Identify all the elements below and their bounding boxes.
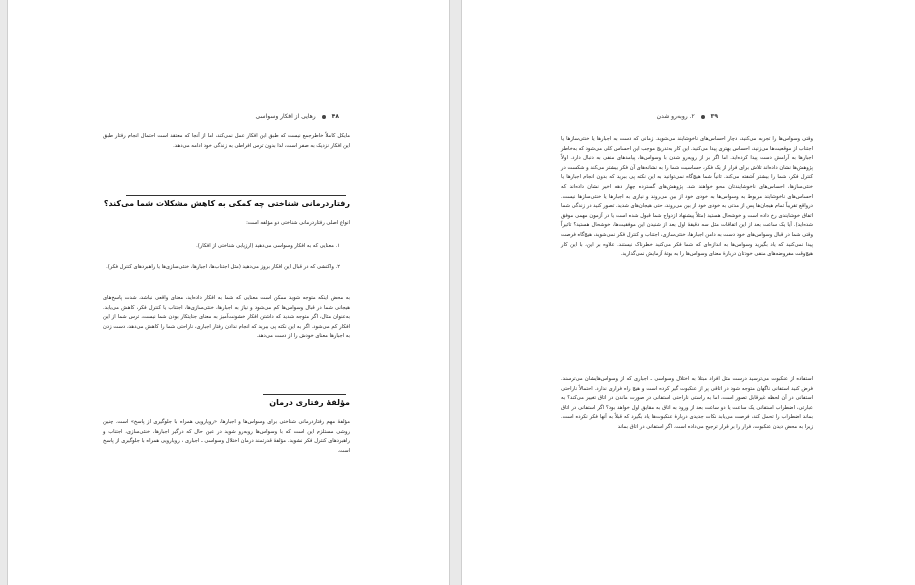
body-paragraph: به محض اینکه متوجه شوید ممکن است معنایی که شما به افکار داده‌اید، معنای واقعی نباشد، شدت پاسخ‌های هیجانی شما در قبال وسواس‌ها کم می‌شود و نیاز به اجبارها، خنثی‌سازی‌ها، اجتناب یا کنترل فکر، کاهش می‌یابد. به‌عنوان مثال، اگر متوجه شدید که داشتن افکار خشونت‌آمیز به معنای جنایتکار بودن شما نیست، ترس شما از این افکار کم می‌شود. اگر به این نکته پی ببرید که انجام ندادن رفتار اجباری، ناراحتی شما را کاهش می‌دهد، دست زدن به اجبارها معنای خودش را از دست می‌دهد. [103,295,350,340]
right-page-header [568,113,718,120]
running-title: ۲. روبه‌رو شدن [656,113,695,120]
separator-dot [701,115,705,119]
page-number: ۴۸ [331,113,339,120]
left-page [8,0,449,585]
body-paragraph: استفاده از عنکبوت می‌ترسید درست مثل افراد مبتلا به اختلال وسواسی ـ اجباری که از وسواس‌هایشان می‌ترسند. فرض کنید استفانی ناگهان متوجه شود در اتاقی پر از عنکبوت گیر کرده است و هیچ راه فراری ندارد. احتمالاً ناراحتی استفانی در آن لحظه غیرقابل تصور است، اما به راستی ناراحتی استفانی در صورت ماندن در اتاق تغییر می‌کند؟ به عبارتی، اضطراب استفانی یک ساعت یا دو ساعت بعد از ورود به اتاق به مقایق اول خواهد بود؟ اگر استفانی در اتاق بماند اضطراب را تحمل کند، فرصت می‌یابد نکات جدیدی دربارهٔ عنکبوت‌ها یاد بگیرد که قبلاً به آنها فکر نکرده است. زیرا به محض دیدن عنکبوت، فرار را بر قرار ترجیح می‌داده است. اگر استفانی در اتاق بماند [561,376,813,430]
running-title: رهایی از افکار وسواسی [255,113,316,120]
body-paragraph: مؤلفهٔ مهم رفتاردرمانی شناختی برای وسواس‌ها و اجبارها، «رویارویی همراه با جلوگیری از پاسخ» است. چنین روشی مستلزم این است که با وسواس‌ها روبه‌رو شوید در عین حال که درگیر اجبارها، خنثی‌سازی، اجتناب و راهبردهای کنترل فکر نشوید. مؤلفهٔ قدرتمند درمان اختلال وسواسی ـ اجباری ، رویارویی همراه با جلوگیری از پاسخ است. [103,419,350,454]
heading-rule [263,394,346,395]
section-heading: مؤلفهٔ رفتاری درمان [269,398,350,407]
list-item: ۲. واکنشی که در قبال این افکار بروز می‌دهید (مثل اجتناب‌ها، اجبارها، خنثی‌سازی‌ها یا راهبردهای کنترل فکر). [106,264,340,270]
separator-dot [322,115,326,119]
intro-paragraph: مایکل کاملاً خاطرجمع نیست که طبق این افکار عمل نمی‌کند، اما از آنجا که معتقد است احتمال انجام رفتار طبق این افکار نزدیک به صفر است، لذا بدون ترس افراطی به زندگی خود ادامه می‌دهد. [103,133,350,149]
left-page-header [89,113,339,120]
section-heading: رفتاردرمانی شناختی چه کمکی به کاهش مشکلات شما می‌کند؟ [103,199,350,208]
body-paragraph: وقتی وسواس‌ها را تجربه می‌کنید، دچار احساس‌های ناخوشایند می‌شوید. زمانی که دست به اجبارها یا خنثی‌سازها یا اجتناب از موقعیت‌ها می‌زنید، احساس بهتری پیدا می‌کنید. این کار به‌تدریج موجب این احساس کلی می‌شود که به‌خاطر اجبارها به آرامش دست پیدا کرده‌اید. اما اگر بر از رویه‌رو شدن با وسواس‌ها، پیامدهای منفی به دنبال دارد. اولاً پژوهش‌ها نشان داده‌اند تلاش برای فرار از یک فکر، حساسیت شما را به نشانه‌های آن فکر بیشتر می‌کند و شکست در کنترل فکر، شما را بیشتر آشفته می‌کند. ثانیاً شما هیچ‌گاه نمی‌توانید به این نکته پی ببرید که بدون انجام اجبارها یا خنثی‌سازها، احساس‌های ناخوشایندتان محو خواهند شد. پژوهش‌های گسترده چهار دهه اخیر نشان داده‌اند که احساس‌های ناخوشایند مربوط به وسواس‌ها به خودی خود از بین می‌روند و نیازی به اجبارها یا خنثی‌سازها نیست. درواقع تقریباً تمام هیجان‌ها پس از مدتی به خودی خود از بین می‌روند، حتی هیجان‌های شدید. تصور کنید در زندگی شما اتفاق خوشایندی رخ داده است و خوشحال هستید (مثلاً پیشنهاد ازدواج شما قبول شده است یا در آزمون مهمی موفق شده‌اید). آیا یک ساعت بعد از این اتفاقات مثل سه دقیقهٔ اول بعد از شنیدن این موفقیت‌ها، خوشحال هستید؟ تاثیراً وقتی شما در قبال وسواس‌های خود دست به دامن اجبارها، خنثی‌سازی، اجتناب و کنترل فکر نمی‌شوید، هیچ‌گاه فرصت پیدا نمی‌کنید که یاد بگیرید وسواس‌ها به اندازه‌ای که شما فکر می‌کنید خطرناک نیستند. علاوه بر این، با این کار هیچ‌وقت مفروضه‌های منفی خودتان دربارهٔ معنای وسواس‌ها را به بوتهٔ آزمایش نمی‌گذارید. [561,136,813,258]
page-number: ۳۹ [710,113,718,120]
heading-intro: انواع اصلی رفتاردرمانی شناختی دو مؤلفه است: [246,220,350,226]
heading-rule [126,195,346,196]
right-page [462,0,915,585]
list-item: ۱. معنایی که به افکار وسواسی می‌دهید (ارزیابی شناختی از افکار). [196,243,340,249]
